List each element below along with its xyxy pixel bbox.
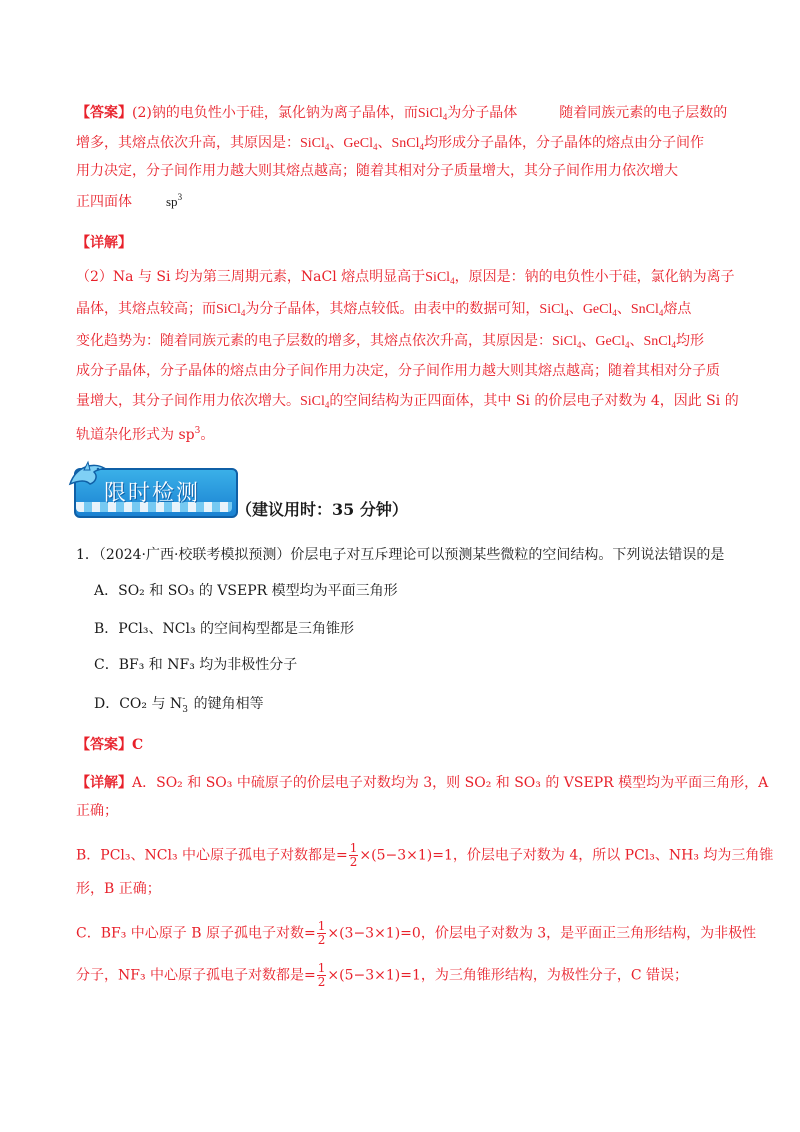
detail2-line-3: B．PCl₃、NCl₃ 中心原子孤电子对数都是= $\frac{1}{2}$ ×(5−3×1)=1，价层电子对数为 4，所以 PCl₃、NH₃ 均为三角锥 [76,841,774,869]
detail2-line-2: 正确； [76,803,118,819]
answer-value: C [132,737,144,753]
detail2-line-5: C．BF₃ 中心原子 B 原子孤电子对数= $\frac{1}{2}$ ×(3−3×1)=0，价层电子对数为 3，是平面正三角形结构，为非极性 [76,919,757,947]
detail-line-3: 变化趋势为：随着同族元素的电子层数的增多，其熔点依次升高，其原因是：SiCl$_4$、GeCl$_4$、SnCl$_4$均形 [76,333,704,350]
detail-line-6: 轨道杂化形式为 $sp^3$。 [76,426,215,443]
detail-line-1: （2）Na 与 Si 均为第三周期元素，NaCl 熔点明显高于SiCl$_4$，原因是：钠的电负性小于硅，氯化钠为离子 [76,269,735,286]
fraction: $\frac{1}{2}$ [317,961,326,989]
answer-line-1: 【答案】(2)钠的电负性小于硅，氯化钠为离子晶体，而SiCl$_4$为分子晶体 随着同族元素的电子层数的 [76,105,728,122]
fraction: $\frac{1}{2}$ [317,919,326,947]
detail2-line-6: 分子，NF₃ 中心原子孤电子对数都是= $\frac{1}{2}$ ×(5−3×1)=1，为三角锥形结构，为极性分子，C 错误； [76,961,689,989]
option-c: C．BF₃ 和 NF₃ 均为非极性分子 [94,657,298,673]
question-stem: 1．（2024·广西·校联考模拟预测）价层电子对互斥理论可以预测某些微粒的空间结构。下列说法错误的是 [76,547,725,563]
fraction: $\frac{1}{2}$ [349,841,358,869]
detail-line-2: 晶体，其熔点较高；而SiCl$_4$为分子晶体，其熔点较低。由表中的数据可知，SiCl$_4$、GeCl$_4$、SnCl$_4$熔点 [76,301,692,318]
option-b: B．PCl₃、NCl₃ 的空间构型都是三角锥形 [94,621,355,637]
answer-tag: 【答案】 [76,105,132,121]
detail2-line-1: 【详解】A．SO₂ 和 SO₃ 中硫原子的价层电子对数均为 3，则 SO₂ 和 SO₃ 的 VSEPR 模型均为平面三角形，A [76,775,769,791]
detail-line-4: 成分子晶体，分子晶体的熔点由分子间作用力决定，分子间作用力越大则其熔点越高；随着其相对分子质 [76,363,720,379]
detail-tag-1: 【详解】 [76,235,132,251]
answer-line-2: 增多，其熔点依次升高，其原因是：SiCl$_4$、GeCl$_4$、SnCl$_4$均形成分子晶体，分子晶体的熔点由分子间作 [76,135,704,152]
answer-line-3: 用力决定，分子间作用力越大则其熔点越高；随着其相对分子质量增大，其分子间作用力依次增大 [76,163,678,179]
detail2-line-4: 形，B 正确； [76,881,161,897]
formula-sicl4: SiCl$_4$ [417,106,448,122]
banner-title: 限时检测 [104,481,201,506]
answer-line-q1: 【答案】C [76,737,144,753]
suggested-time: （建议用时：35 分钟） [236,500,408,519]
option-d: D．CO₂ 与 N 3 - 的键角相等 [94,694,264,715]
detail-line-5: 量增大，其分子间作用力依次增大。SiCl$_4$的空间结构为正四面体，其中 Si 的价层电子对数为 4，因此 Si 的 [76,393,739,410]
answer-line-4: 正四面体 $sp^3$ [76,192,183,210]
option-a: A．SO₂ 和 SO₃ 的 VSEPR 模型均为平面三角形 [94,583,398,599]
section-banner [66,458,236,518]
